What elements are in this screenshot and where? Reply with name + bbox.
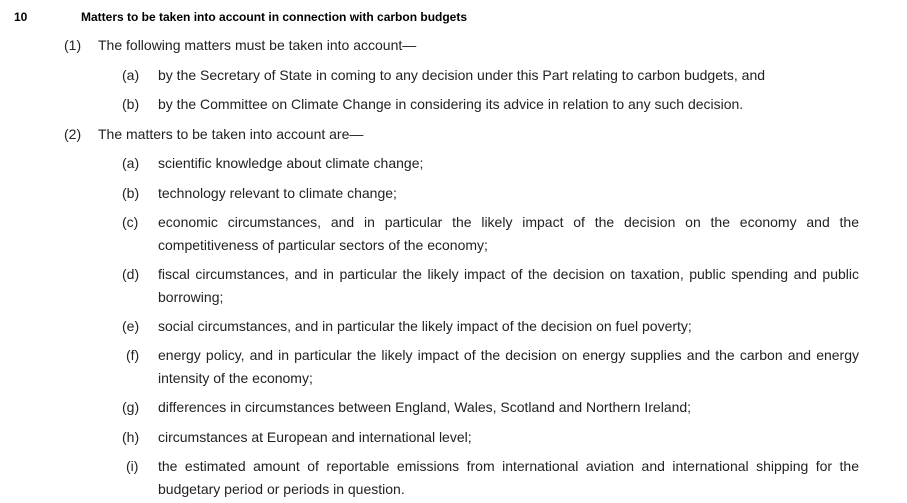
paragraph-number: (b) bbox=[122, 96, 140, 112]
paragraph-number: (a) bbox=[122, 155, 140, 171]
paragraph-text: social circumstances, and in particular the likely impact of the decision on fuel poverty; bbox=[158, 318, 692, 334]
paragraph-2a bbox=[122, 152, 859, 175]
paragraph-text: energy policy, and in particular the likely impact of the decision on energy supplies and the carbon and energy intensity of the economy; bbox=[158, 347, 859, 386]
paragraph-number: (d) bbox=[122, 266, 140, 282]
paragraph-text: the estimated amount of reportable emissions from international aviation and international shipping for the budgetary period or periods in question. bbox=[158, 458, 859, 497]
subsection-number: (1) bbox=[64, 37, 82, 53]
paragraph-text: fiscal circumstances, and in particular the likely impact of the decision on taxation, public spending and public borrowing; bbox=[158, 266, 859, 305]
paragraph-number: (b) bbox=[122, 185, 140, 201]
paragraph-text: technology relevant to climate change; bbox=[158, 185, 397, 201]
subsection-2 bbox=[64, 123, 363, 146]
paragraph-2i bbox=[122, 455, 859, 500]
paragraph-number: (e) bbox=[122, 318, 140, 334]
paragraph-2c bbox=[122, 211, 859, 256]
paragraph-number: (i) bbox=[126, 458, 139, 474]
paragraph-2h bbox=[122, 426, 859, 449]
section-heading: Matters to be taken into account in connection with carbon budgets bbox=[81, 10, 468, 24]
paragraph-number: (a) bbox=[122, 67, 140, 83]
paragraph-2b bbox=[122, 182, 859, 205]
paragraph-text: by the Committee on Climate Change in considering its advice in relation to any such decision. bbox=[158, 96, 744, 112]
paragraph-number: (f) bbox=[126, 347, 140, 363]
section-number: 10 bbox=[14, 10, 28, 24]
paragraph-1a bbox=[122, 64, 859, 87]
subsection-1 bbox=[64, 34, 416, 57]
paragraph-text: differences in circumstances between England, Wales, Scotland and Northern Ireland; bbox=[158, 399, 692, 415]
paragraph-2g bbox=[122, 396, 859, 419]
paragraph-text: scientific knowledge about climate change; bbox=[158, 155, 424, 171]
paragraph-2d bbox=[122, 263, 859, 308]
subsection-number: (2) bbox=[64, 126, 82, 142]
paragraph-number: (h) bbox=[122, 429, 140, 445]
paragraph-text: economic circumstances, and in particular the likely impact of the decision on the economy and the competitiveness of particular sectors of the economy; bbox=[158, 214, 859, 253]
paragraph-text: circumstances at European and international level; bbox=[158, 429, 472, 445]
paragraph-number: (c) bbox=[122, 214, 139, 230]
paragraph-2e bbox=[122, 315, 859, 338]
subsection-text: The matters to be taken into account are— bbox=[98, 126, 364, 142]
paragraph-text: by the Secretary of State in coming to any decision under this Part relating to carbon budgets, and bbox=[158, 67, 766, 83]
paragraph-1b bbox=[122, 93, 859, 116]
paragraph-2f bbox=[122, 344, 859, 389]
paragraph-number: (g) bbox=[122, 399, 140, 415]
subsection-text: The following matters must be taken into account— bbox=[98, 37, 417, 53]
